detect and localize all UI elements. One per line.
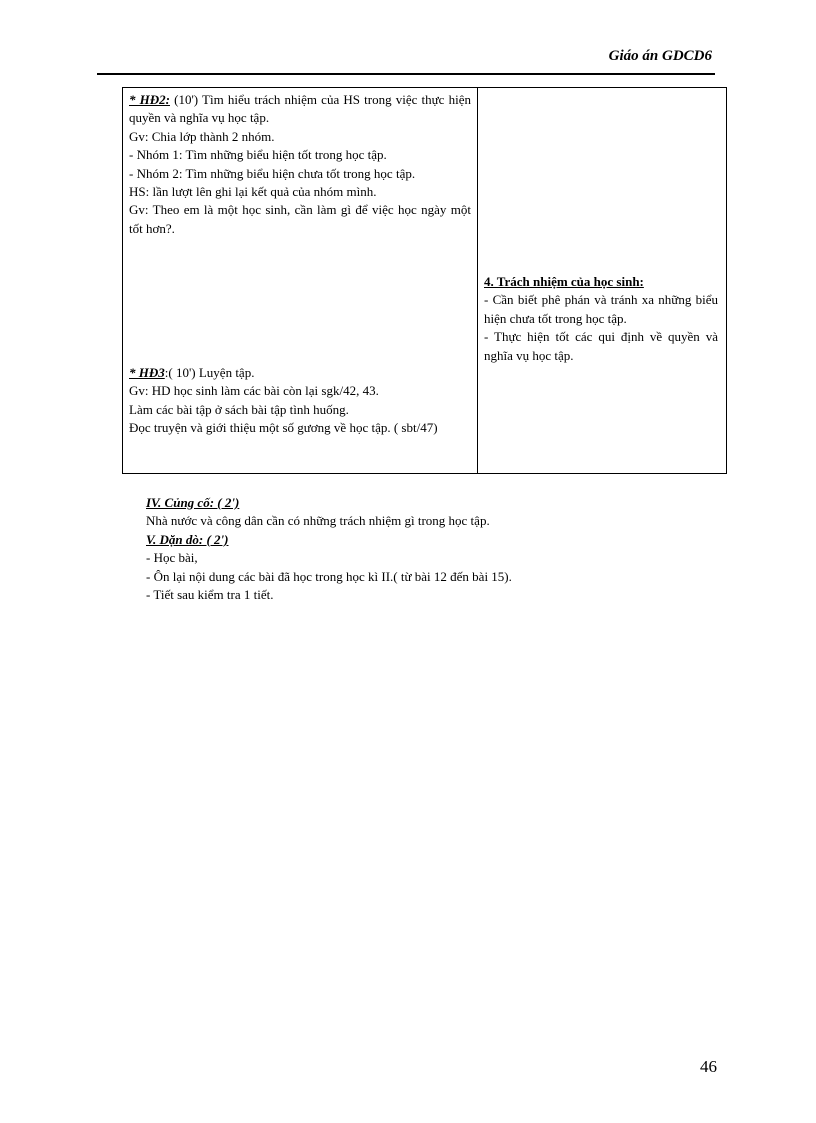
student-responsibility-section	[484, 273, 718, 365]
hd3-line: Gv: HD học sinh làm các bài còn lại sgk/42, 43.	[129, 383, 379, 399]
consolidation-heading: IV. Củng cố: ( 2')	[146, 495, 240, 510]
homework-item: - Học bài,	[146, 550, 198, 566]
hd3-title: * HĐ3	[129, 365, 165, 380]
hd2-line: - Nhóm 1: Tìm những biểu hiện tốt trong học tập.	[129, 147, 387, 163]
lesson-closing	[146, 494, 626, 604]
responsibility-item: - Cần biết phê phán và tránh xa những biểu hiện chưa tốt trong học tập.	[484, 292, 718, 326]
homework-item: - Ôn lại nội dung các bài đã học trong học kì II.( từ bài 12 đến bài 15).	[146, 568, 512, 584]
hd2-intro	[129, 91, 471, 128]
hd2-intro-text: (10') Tìm hiểu trách nhiệm của HS trong việc thực hiện quyền và nghĩa vụ học tập.	[129, 92, 471, 126]
hd3-intro-text: :( 10') Luyện tập.	[164, 365, 255, 380]
lesson-table	[122, 87, 727, 474]
responsibility-item: - Thực hiện tốt các qui định về quyền và nghĩa vụ học tập.	[484, 329, 718, 363]
hd3-section	[129, 364, 471, 438]
hd2-line: - Nhóm 2: Tìm những biểu hiện chưa tốt trong học tập.	[129, 165, 416, 181]
hd3-line: Làm các bài tập ở sách bài tập tình huống.	[129, 401, 349, 417]
homework-heading: V. Dặn dò: ( 2')	[146, 531, 229, 547]
page-number: 46	[700, 1057, 717, 1076]
document-header-title: Giáo án GDCD6	[608, 48, 712, 64]
teacher-activities-column	[123, 88, 478, 473]
hd3-intro	[129, 364, 471, 382]
hd2-line: Gv: Theo em là một học sinh, cần làm gì để việc học ngày một tốt hơn?.	[129, 202, 471, 236]
hd2-section	[129, 91, 471, 238]
homework-item: - Tiết sau kiểm tra 1 tiết.	[146, 587, 274, 603]
consolidation-text: Nhà nước và công dân cần có những trách nhiệm gì trong học tập.	[146, 513, 490, 529]
hd3-line: Đọc truyện và giới thiệu một số gương về học tập. ( sbt/47)	[129, 420, 438, 436]
hd2-title: * HĐ2:	[129, 92, 170, 107]
student-responsibility-heading: 4. Trách nhiệm của học sinh:	[484, 274, 644, 289]
hd2-line: HS: lần lượt lên ghi lại kết quả của nhóm mình.	[129, 184, 377, 200]
hd2-line: Gv: Chia lớp thành 2 nhóm.	[129, 128, 275, 144]
content-column	[478, 88, 726, 473]
header-divider	[97, 73, 715, 75]
